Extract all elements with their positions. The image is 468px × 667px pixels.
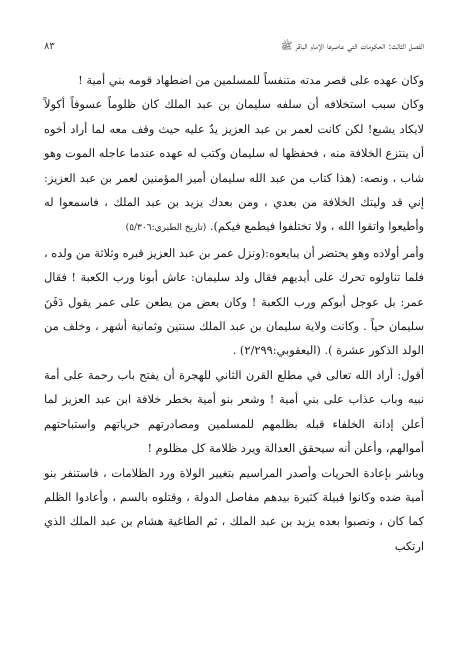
paragraph-1-text: وكان عهده على قصر مدته متنفساً للمسلمين من اضطهاد قومه بني أمية ! xyxy=(78,73,424,87)
page-header xyxy=(44,40,424,54)
page-number: ٨٣ xyxy=(44,41,55,52)
citation-tabari: (تاريخ الطبري:٥/٣٠٦) xyxy=(125,223,207,234)
paragraph-2 xyxy=(44,92,424,240)
paragraph-2-text: وكان سبب استخلافه أن سلفه سليمان بن عبد الملك كان ظلوماً عسوفاً أكولاً لايكاد يشبع! لكن كانت لعمر بن عبد العزيز يدٌ عليه حيث وقف معه لما أراد أخوه أن ينتزع الخلافة منه ، فحفظها له سليمان وكتب له عهده عندما عاجله الموت وهو شاب ، ونصه: (هذا كتاب من عبد الله سليمان أمير المؤمنين لعمر بن عبد العزيز: إني قد وليتك الخلافة من بعدي ، ومن بعدك يزيد بن عبد الملك ، فاسمعوا له وأطيعوا واتقوا الله ، ولا تختلفوا فيطمع فيكم). xyxy=(44,97,424,234)
paragraph-3-text: وأمر أولاده وهو يحتضر أن يبايعوه:(ونزل عمر بن عبد العزيز قبره وثلاثة من ولده ، فلما تناولوه تحرك على أيديهم فقال ولد سليمان: عاش أبونا ورب الكعبة ! فقال عمر: بل عوجل أبوكم ورب الكعبة ! وكان بعض من يطعن على عمر يقول دَفَنَ سليمان حياً . وكانت ولاية سليمان بن عبد الملك سنتين وثمانية أشهر ، وخلف من الولد الذكور عشرة ). (اليعقوبي:٢/٢٩٩) . xyxy=(44,245,424,358)
page-body xyxy=(44,68,424,558)
paragraph-3 xyxy=(44,241,424,363)
paragraph-4 xyxy=(44,363,424,461)
paragraph-1 xyxy=(44,68,424,92)
running-title: الفصل الثالث: الحكومات التي عاصرها الإمام الباقر ﷺ xyxy=(280,41,424,52)
paragraph-5 xyxy=(44,461,424,559)
paragraph-4-text: أقول: أراد الله تعالى في مطلع القرن الثاني للهجرة أن يفتح باب رحمة على أمة نبيه وباب عذاب على بني أمية ! وشعر بنو أمية بخطر خلافة ابن عبد العزيز لما أعلن إدانة الخلفاء قبله بظلمهم للمسلمين ومصادرتهم حرياتهم واستباحتهم أموالهم، وأعلن أنه سيحقق العدالة ويرد ظلامة كل مظلوم ! xyxy=(44,367,424,456)
paragraph-5-text: وباشر بإعادة الحريات وأصدر المراسيم بتغيير الولاة ورد الظلامات ، فاستنفر بنو أمية ضده وكانوا قبيلة كثيرة بيدهم مفاصل الدولة ، وقتلوه بالسم ، وأعادوا الظلم كما كان ، ونصبوا بعده يزيد بن عبد الملك ، ثم الطاغية هشام بن عبد الملك الذي ارتكب xyxy=(44,465,424,553)
